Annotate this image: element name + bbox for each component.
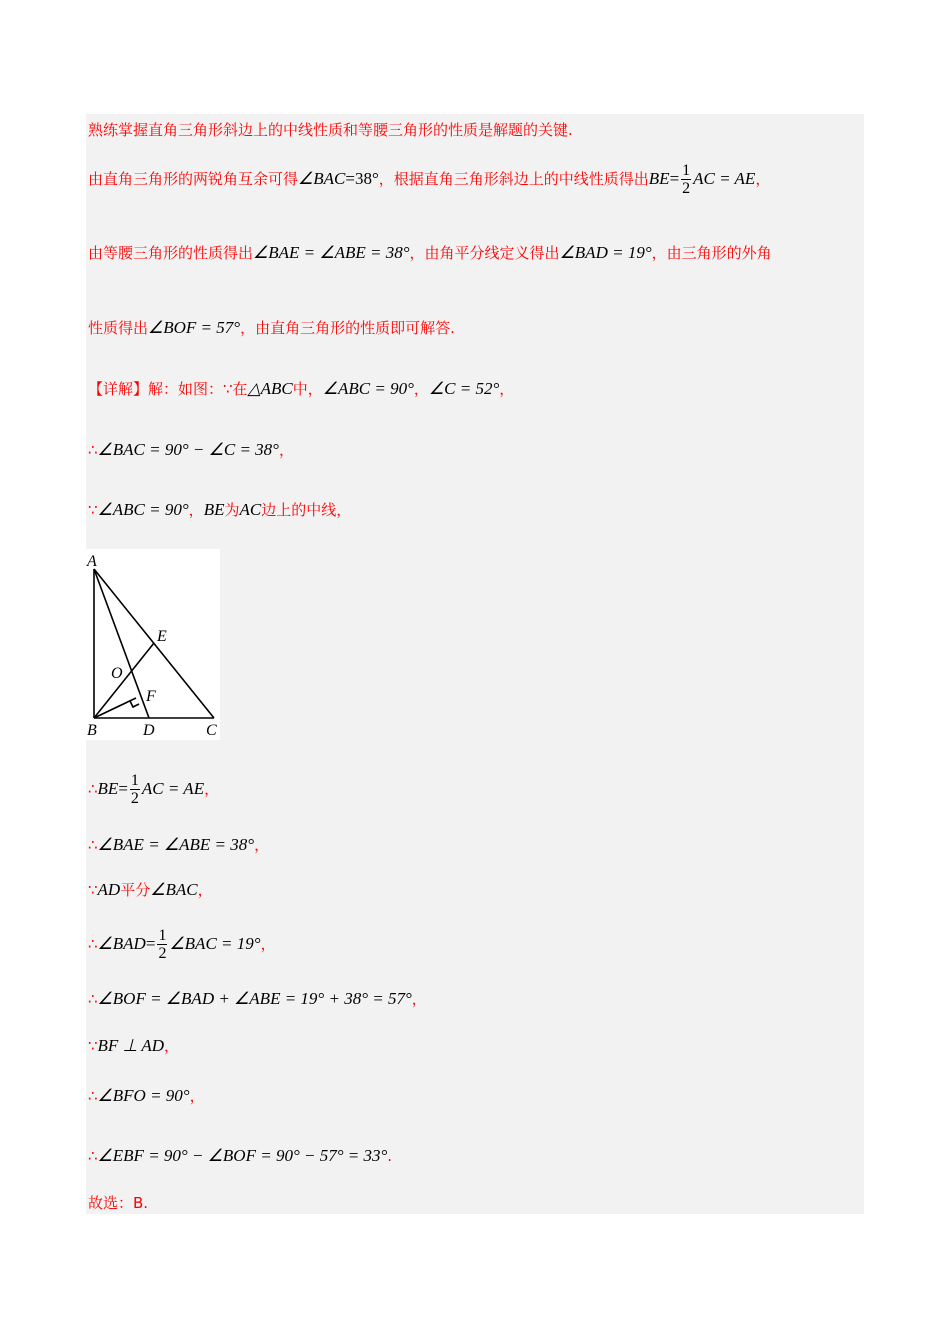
step-9: ∵BF ⊥ AD，	[88, 1036, 179, 1055]
step-10: ∴∠BFO = 90°，	[88, 1086, 205, 1105]
detail-tag: 【详解】	[88, 380, 149, 398]
label-a: A	[87, 553, 97, 570]
answer-text: 故选：B.	[88, 1194, 149, 1212]
math-expr: ∠EBF = 90° − ∠BOF = 90° − 57° = 33°	[97, 1146, 388, 1165]
math-expr: BE	[203, 500, 225, 519]
math-expr: ∠BOF = ∠BAD + ∠ABE = 19° + 38° = 57°	[97, 989, 412, 1008]
math-expr: △ABC	[247, 379, 293, 398]
math-expr: ∠BAE = ∠ABE = 38°	[253, 243, 410, 262]
hint-text: ，由三角形的外角	[651, 244, 772, 262]
fraction-half: $\frac{1}{2}$	[158, 927, 167, 962]
math-expr: ∠BFO = 90°	[97, 1086, 190, 1105]
hint-line-3	[88, 243, 772, 263]
label-e: E	[157, 628, 167, 645]
math-expr: ∠ABC = 90°	[97, 500, 189, 519]
math-expr: ∠BAD	[97, 934, 146, 953]
math-expr: AC	[239, 500, 262, 519]
math-expr: ∠BAC = 19°	[169, 934, 261, 953]
math-expr: ∠BAE = ∠ABE = 38°	[97, 835, 255, 854]
math-expr: =	[669, 169, 680, 188]
hint-text: 熟练掌握直角三角形斜边上的中线性质和等腰三角形的性质是解题的关键.	[88, 121, 573, 139]
hint-text: 性质得出	[88, 319, 149, 337]
hint-line-4	[88, 318, 455, 338]
step-11: ∴∠EBF = 90° − ∠BOF = 90° − 57° = 33°.	[88, 1146, 393, 1165]
label-d: D	[143, 722, 155, 739]
fraction-half: $\frac{1}{2}$	[130, 772, 139, 807]
step-7: ∴∠BAD= $\frac{1}{2}$ ∠BAC = 19°，	[88, 927, 276, 962]
math-expr: ∠BAC	[150, 880, 198, 899]
segment-ad	[94, 569, 149, 718]
math-expr: =	[118, 779, 128, 798]
step-3: ∵∠ABC = 90°，BE为AC边上的中线，	[88, 500, 352, 519]
step-5: ∴∠BAE = ∠ABE = 38°，	[88, 835, 270, 854]
hint-text: ，由角平分线定义得出	[409, 244, 560, 262]
math-expr: BF ⊥ AD	[97, 1036, 164, 1055]
label-o: O	[111, 665, 123, 682]
triangle-diagram	[86, 549, 220, 740]
right-angle-mark	[130, 701, 139, 707]
fraction-half: $\frac{1}{2}$	[682, 162, 691, 197]
triangle-figure	[86, 549, 220, 740]
math-expr: AD	[97, 880, 121, 899]
step-1: 【详解】解：如图：∵在△ABC中，∠ABC = 90°，∠C = 52°，	[88, 379, 515, 398]
hint-line-1	[88, 120, 573, 140]
step-2: ∴∠BAC = 90° − ∠C = 38°，	[88, 440, 295, 459]
hint-text: 由等腰三角形的性质得出	[88, 244, 254, 262]
math-expr: AC = AE	[141, 779, 205, 798]
hint-text: ，由直角三角形的性质即可解答.	[240, 319, 455, 337]
hint-text: ，根据直角三角形斜边上的中线性质得出	[378, 170, 649, 188]
math-expr: ∠ABC = 90°	[322, 379, 414, 398]
step-6: ∵AD平分∠BAC，	[88, 880, 213, 899]
math-expr: BE	[648, 169, 670, 188]
math-expr: BE	[97, 779, 119, 798]
math-expr: ∠BAD = 19°	[559, 243, 652, 262]
math-expr: ∠C = 52°	[428, 379, 500, 398]
label-c: C	[206, 722, 217, 739]
hint-text: 由直角三角形的两锐角互余可得	[88, 170, 299, 188]
math-expr: ∠BAC	[298, 169, 346, 188]
label-b: B	[87, 722, 97, 739]
math-expr: AC = AE	[693, 169, 756, 188]
segment-bf	[94, 698, 136, 718]
hint-line-2	[88, 162, 770, 197]
answer-line	[88, 1193, 148, 1213]
hint-text: ，	[755, 170, 771, 188]
math-expr: ∠BAC = 90° − ∠C = 38°	[97, 440, 279, 459]
math-expr: ∠BOF = 57°	[148, 318, 241, 337]
step-8: ∴∠BOF = ∠BAD + ∠ABE = 19° + 38° = 57°，	[88, 989, 427, 1008]
label-f: F	[146, 688, 156, 705]
math-expr: =38°	[345, 169, 379, 188]
math-expr: =	[145, 934, 156, 953]
step-4: ∴BE= $\frac{1}{2}$ AC = AE，	[88, 772, 220, 807]
